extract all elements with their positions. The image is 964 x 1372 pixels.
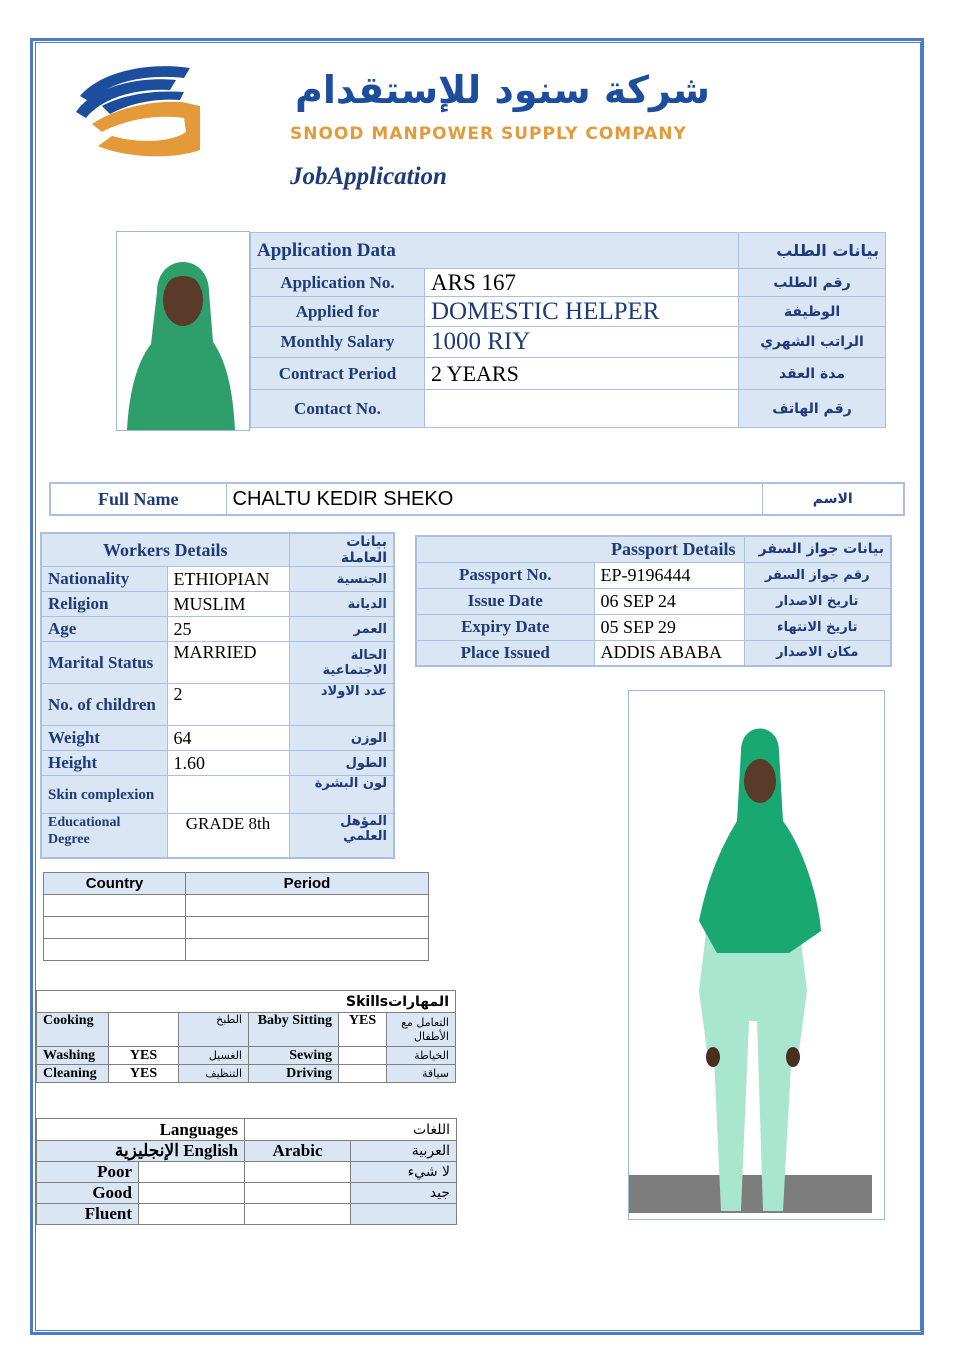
nationality-label: Nationality <box>41 567 167 592</box>
nationality-value: ETHIOPIAN <box>167 567 289 592</box>
arabic-header: Arabic <box>245 1141 351 1162</box>
application-no-label: Application No. <box>251 269 425 297</box>
languages-title-ar: اللغات <box>245 1119 457 1141</box>
marital-status-label-ar: الحالة الاجتماعية <box>289 642 394 684</box>
full-name-label: Full Name <box>50 483 226 515</box>
religion-value: MUSLIM <box>167 592 289 617</box>
application-no-value: ARS 167 <box>425 269 739 297</box>
place-issued-value: ADDIS ABABA <box>594 640 744 666</box>
applied-for-label: Applied for <box>251 297 425 327</box>
place-issued-label: Place Issued <box>416 640 594 666</box>
nationality-label-ar: الجنسية <box>289 567 394 592</box>
passport-details-title-ar: بيانات جواز السفر <box>744 536 891 562</box>
application-data-table <box>250 232 886 428</box>
washing-label-ar: الغسيل <box>179 1047 249 1065</box>
portrait-photo <box>116 231 250 431</box>
applied-for-label-ar: الوظيفة <box>739 297 886 327</box>
expiry-date-label: Expiry Date <box>416 614 594 640</box>
expiry-date-value: 05 SEP 29 <box>594 614 744 640</box>
table-row <box>44 939 429 961</box>
period-header: Period <box>186 873 429 895</box>
children-label-ar: عدد الاولاد <box>289 684 394 726</box>
driving-value <box>339 1065 387 1083</box>
good-label: Good <box>37 1183 139 1204</box>
passport-no-value: EP-9196444 <box>594 562 744 588</box>
driving-label: Driving <box>249 1065 339 1083</box>
contact-no-value <box>425 390 739 428</box>
workers-details-title-ar: بيانات العاملة <box>289 533 394 567</box>
religion-label: Religion <box>41 592 167 617</box>
cooking-value <box>109 1013 179 1047</box>
cleaning-label-ar: التنظيف <box>179 1065 249 1083</box>
education-value: GRADE 8th <box>167 814 289 858</box>
contact-no-label-ar: رقم الهاتف <box>739 390 886 428</box>
marital-status-value: MARRIED <box>167 642 289 684</box>
religion-label-ar: الديانة <box>289 592 394 617</box>
issue-date-value: 06 SEP 24 <box>594 588 744 614</box>
passport-details-title: Passport Details <box>416 536 744 562</box>
washing-value: YES <box>109 1047 179 1065</box>
issue-date-label: Issue Date <box>416 588 594 614</box>
cleaning-value: YES <box>109 1065 179 1083</box>
contact-no-label: Contact No. <box>251 390 425 428</box>
poor-label: Poor <box>37 1162 139 1183</box>
weight-value: 64 <box>167 726 289 751</box>
experience-table <box>43 872 429 961</box>
education-label-ar: المؤهل العلمي <box>289 814 394 858</box>
skin-complexion-label-ar: لون البشرة <box>289 776 394 814</box>
place-issued-label-ar: مكان الاصدار <box>744 640 891 666</box>
baby-sitting-label: Baby Sitting <box>249 1013 339 1047</box>
workers-details-title: Workers Details <box>41 533 289 567</box>
children-value: 2 <box>167 684 289 726</box>
contract-period-value: 2 YEARS <box>425 358 739 390</box>
height-value: 1.60 <box>167 751 289 776</box>
cleaning-label: Cleaning <box>37 1065 109 1083</box>
fluent-label-ar <box>351 1204 457 1225</box>
expiry-date-label-ar: تاريخ الانتهاء <box>744 614 891 640</box>
skills-title: المهاراتSkills <box>37 991 456 1013</box>
skills-table <box>36 990 456 1083</box>
age-label: Age <box>41 617 167 642</box>
cooking-label: Cooking <box>37 1013 109 1047</box>
marital-status-label: Marital Status <box>41 642 167 684</box>
sewing-label-ar: الخياطة <box>387 1047 456 1065</box>
weight-label-ar: الوزن <box>289 726 394 751</box>
languages-title: Languages <box>37 1119 245 1141</box>
table-row <box>44 895 429 917</box>
education-label: Educational Degree <box>41 814 167 858</box>
monthly-salary-value: 1000 RIY <box>425 327 739 358</box>
weight-label: Weight <box>41 726 167 751</box>
company-logo <box>72 62 204 160</box>
poor-label-ar: لا شيء <box>351 1162 457 1183</box>
baby-sitting-value: YES <box>339 1013 387 1047</box>
full-name-value: CHALTU KEDIR SHEKO <box>226 483 762 515</box>
sewing-label: Sewing <box>249 1047 339 1065</box>
passport-no-label-ar: رقم جواز السفر <box>744 562 891 588</box>
application-data-title: Application Data <box>251 233 739 269</box>
age-label-ar: العمر <box>289 617 394 642</box>
fluent-label: Fluent <box>37 1204 139 1225</box>
driving-label-ar: سياقة <box>387 1065 456 1083</box>
passport-no-label: Passport No. <box>416 562 594 588</box>
languages-table <box>36 1118 457 1225</box>
applied-for-value: DOMESTIC HELPER <box>425 297 739 327</box>
children-label: No. of children <box>41 684 167 726</box>
full-body-photo <box>628 690 885 1220</box>
age-value: 25 <box>167 617 289 642</box>
sewing-value <box>339 1047 387 1065</box>
company-name-arabic: شركة سنود للإستقدام <box>295 68 710 112</box>
workers-details-table <box>40 532 395 859</box>
passport-details-table <box>415 535 892 667</box>
application-data-title-ar: بيانات الطلب <box>739 233 886 269</box>
table-row <box>44 917 429 939</box>
height-label: Height <box>41 751 167 776</box>
monthly-salary-label: Monthly Salary <box>251 327 425 358</box>
baby-sitting-label-ar: التعامل مع الأطفال <box>387 1013 456 1047</box>
full-name-label-ar: الاسم <box>762 483 904 515</box>
skin-complexion-value <box>167 776 289 814</box>
full-name-table <box>49 482 905 516</box>
monthly-salary-label-ar: الراتب الشهري <box>739 327 886 358</box>
document-title: JobApplication <box>290 163 447 190</box>
height-label-ar: الطول <box>289 751 394 776</box>
contract-period-label-ar: مدة العقد <box>739 358 886 390</box>
arabic-header-ar: العربية <box>351 1141 457 1162</box>
application-no-label-ar: رقم الطلب <box>739 269 886 297</box>
english-header: الإنجليزية English <box>37 1141 245 1162</box>
skin-complexion-label: Skin complexion <box>41 776 167 814</box>
good-label-ar: جيد <box>351 1183 457 1204</box>
country-header: Country <box>44 873 186 895</box>
washing-label: Washing <box>37 1047 109 1065</box>
issue-date-label-ar: تاريخ الاصدار <box>744 588 891 614</box>
company-name-english: SNOOD MANPOWER SUPPLY COMPANY <box>290 124 687 144</box>
contract-period-label: Contract Period <box>251 358 425 390</box>
cooking-label-ar: الطبخ <box>179 1013 249 1047</box>
